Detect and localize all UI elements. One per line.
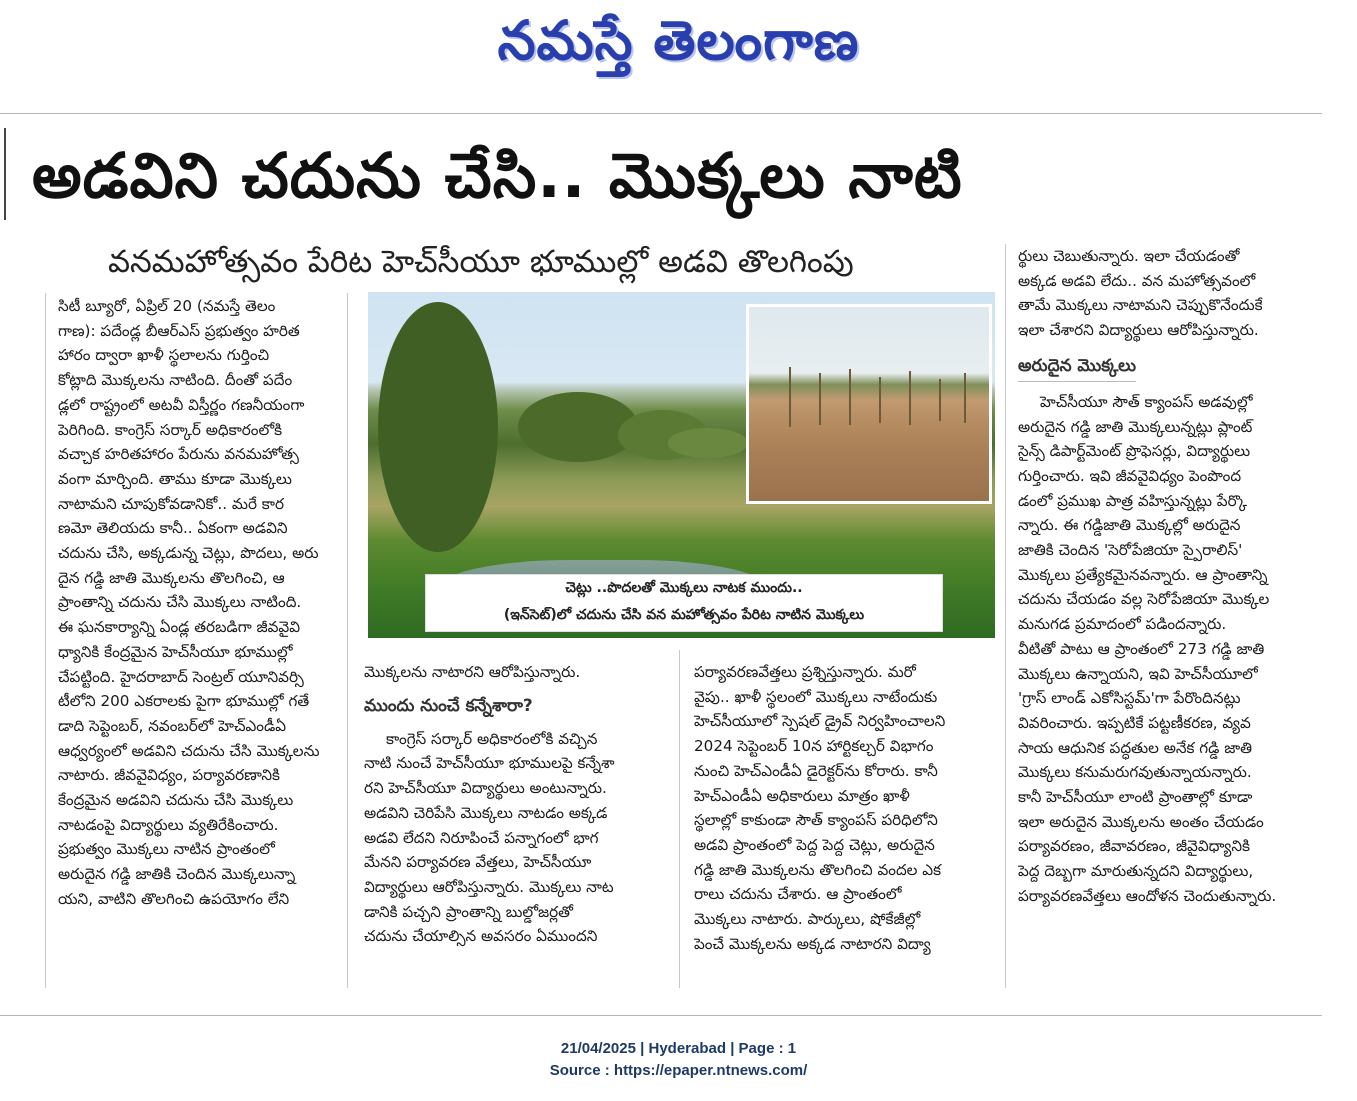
col1-line: హారం ద్వారా ఖాళీ స్థలాలను గుర్తించి bbox=[58, 346, 270, 365]
column-divider-1 bbox=[347, 293, 348, 988]
col3-line: 2024 సెప్టెంబర్ 10న హార్టికల్చర్ విభాగం bbox=[694, 737, 934, 756]
newspaper-masthead: నమస్తే తెలంగాణ bbox=[497, 9, 860, 72]
col4-line: మొక్కలు కనుమరుగవుతున్నాయన్నారు. bbox=[1018, 763, 1252, 782]
col4-top-line: అక్కడ అడవి లేదు.. వన మహోత్సవంలో bbox=[1018, 271, 1256, 290]
column-divider-2 bbox=[679, 650, 680, 988]
col4-line: పెద్ద దెబ్బగా మారుతున్నదని విద్యార్థులు, bbox=[1018, 862, 1254, 881]
footer-dateline: 21/04/2025 | Hyderabad | Page : 1 bbox=[560, 1040, 797, 1057]
article-headline: అడవిని చదును చేసి.. మొక్కలు నాటి bbox=[32, 139, 963, 212]
col4-top-line: ర్థులు చెబుతున్నారు. ఇలా చేయడంతో bbox=[1018, 247, 1240, 265]
photo-caption-line-1: చెట్లు ..పొదలతో మొక్కలు నాటక ముందు.. bbox=[565, 580, 803, 596]
col1-line: కేంద్రమైన అడవిని చదును చేసి మొక్కలు bbox=[58, 791, 294, 810]
col4-line: గుర్తించారు. ఇవి జీవవైవిధ్యం పెంపొంద bbox=[1018, 466, 1242, 485]
col1-line: గాణ): పదేండ్ల బీఆర్‌ఎస్ ప్రభుత్వం హరిత bbox=[58, 321, 300, 340]
column-2-intro-line: మొక్కలను నాటారని ఆరోపిస్తున్నారు. bbox=[364, 663, 581, 681]
column-divider-3 bbox=[1005, 244, 1006, 988]
headline-accent-bar bbox=[4, 128, 6, 220]
col2-line: మేనని పర్యావరణ వేత్తలు, హెచ్‌సీయూ bbox=[364, 853, 592, 872]
col2-line: అడవిని చెరిపేసి మొక్కలు నాటడం అక్కడ bbox=[364, 803, 608, 822]
col2-line: అడవి లేదని నిరూపించే పన్నాగంలో భాగ bbox=[364, 828, 599, 847]
col1-line: ణమో తెలియదు కానీ.. ఏకంగా అడవిని bbox=[58, 519, 288, 538]
col4-line: 'గ్రాస్ లాండ్ ఎకోసిస్టమ్'గా పేరొందినట్లు bbox=[1018, 689, 1241, 708]
article-column-4 bbox=[1018, 244, 1308, 909]
col3-line: వైపు.. ఖాళీ స్థలంలో మొక్కలు నాటేందుకు bbox=[694, 687, 938, 706]
col1-line: యని, వాటిని తొలగించి ఉపయోగం లేని bbox=[58, 889, 290, 908]
col1-line: నాటడంపై విద్యార్థులు వ్యతిరేకించారు. bbox=[58, 815, 279, 834]
col4-line: మొక్కలు ప్రత్యేకమైనవన్నారు. ఆ ప్రాంతాన్ని bbox=[1018, 565, 1268, 584]
col1-line: ఆధ్వర్యంలో అడవిని చదును చేసి మొక్కలను bbox=[58, 741, 320, 760]
col1-line: సిటీ బ్యూరో, ఏప్రిల్ 20 (నమస్తే తెలం bbox=[58, 297, 276, 315]
col4-line: పర్యావరణం, జీవావరణం, జీవైవిధ్యానికి bbox=[1018, 837, 1250, 856]
masthead-divider bbox=[0, 113, 1322, 114]
col2-line: కాంగ్రెస్ సర్కార్ అధికారంలోకి వచ్చిన bbox=[386, 729, 598, 748]
col1-line: కోట్లాది మొక్కలను నాటింది. దీంతో పదేం bbox=[58, 371, 293, 390]
col4-line: చదును చేయడం వల్ల సెరోపేజియా మొక్కల bbox=[1018, 590, 1270, 609]
col4-line: సాయ ఆధునిక పద్ధతుల అనేక గడ్డి జాతి bbox=[1018, 738, 1252, 757]
col3-line: పెంచే మొక్కలను అక్కడ నాటారని విద్యా bbox=[694, 934, 931, 953]
col4-line: పర్యావరణవేత్తలు ఆందోళన చెందుతున్నారు. bbox=[1018, 886, 1277, 905]
photo-caption-line-2: (ఇన్‌సెట్)లో చదును చేసి వన మహోత్సవం పేరిట నాటిన మొక్కలు bbox=[503, 607, 865, 623]
footer-source: Source : https://epaper.ntnews.com/ bbox=[549, 1062, 808, 1079]
col1-line: డాది సెప్టెంబర్, నవంబర్‌లో హెచ్‌ఎండీఏ bbox=[58, 716, 287, 735]
article-subheadline: వనమహోత్సవం పేరిట హెచ్‌సీయూ భూముల్లో అడవి తొలగింపు bbox=[108, 244, 854, 280]
col4-line: ఇలా అరుదైన మొక్కలను అంతం చేయడం bbox=[1018, 812, 1264, 831]
col1-line: టీలోని 200 ఎకరాలకు పైగా భూముల్లో గతే bbox=[58, 692, 310, 711]
col1-line: నాటారు. జీవవైవిధ్యం, పర్యావరణానికి bbox=[58, 766, 280, 785]
col4-line: వీటితో పాటు ఆ ప్రాంతంలో 273 గడ్డి జాతి bbox=[1018, 639, 1265, 658]
col1-line: వచ్చాక హరితహారం పేరును వనమహోత్స bbox=[58, 445, 299, 464]
article-column-1 bbox=[58, 294, 332, 912]
col2-line: విద్యార్థులు ఆరోపిస్తున్నారు. మొక్కలు నాట bbox=[364, 877, 614, 896]
col3-line: గడ్డి జాతి మొక్కలను తొలగించి వందల ఎక bbox=[694, 860, 941, 879]
col4-line: న్నారు. ఈ గడ్డిజాతి మొక్కల్లో అరుదైన bbox=[1018, 516, 1241, 535]
col4-line: మొక్కలు ఉన్నాయని, ఇవి హెచ్‌సీయూలో bbox=[1018, 664, 1258, 683]
col3-line: రాలు చదును చేశారు. ఆ ప్రాంతంలో bbox=[694, 885, 902, 904]
col4-line: జాతికి చెందిన 'సెరోపేజియా స్పైరాలిస్' bbox=[1018, 541, 1243, 560]
photo-caption bbox=[425, 574, 943, 632]
page-bottom-divider bbox=[0, 1015, 1322, 1016]
section-heading-arudaina-mokkalu: అరుదైన మొక్కలు bbox=[1018, 351, 1136, 382]
column-1-left-divider bbox=[45, 293, 46, 988]
col1-line: ప్రభుత్వం మొక్కలు నాటిన ప్రాంతంలో bbox=[58, 840, 275, 859]
col2-line: డానికి పచ్చని ప్రాంతాన్ని బుల్డోజర్లతో bbox=[364, 902, 573, 921]
col1-line: దైన గడ్డి జాతి మొక్కలను తొలగించి, ఆ bbox=[58, 568, 285, 587]
col4-line: సైన్స్ డిపార్ట్‌మెంట్ ప్రొఫెసర్లు, విద్యార్థులు bbox=[1018, 442, 1251, 461]
col1-line: వంగా మార్చింది. తాము కూడా మొక్కలు bbox=[58, 469, 292, 488]
col3-line: నుంచి హెచ్‌ఎండీఏ డైరెక్టర్‌ను కోరారు. కానీ bbox=[694, 761, 938, 780]
col2-line: నాటి నుంచే హెచ్‌సీయూ భూములపై కన్నేశా bbox=[364, 754, 615, 773]
col2-line: చదును చేయాల్సిన అవసరం ఏముందని bbox=[364, 927, 598, 946]
col4-top-line: తామే మొక్కలు నాటామని చెప్పుకొనేందుకే bbox=[1018, 296, 1263, 315]
col1-line: చేపట్టింది. హైదరాబాద్ సెంట్రల్ యూనివర్సి bbox=[58, 667, 304, 686]
col4-line: కానీ హెచ్‌సీయూ లాంటి ప్రాంతాల్లో కూడా bbox=[1018, 788, 1253, 807]
col1-line: నాటామని చూపుకోవడానికో.. మరే కార bbox=[58, 494, 284, 513]
col1-line: అరుదైన గడ్డి జాతికి చెందిన మొక్కలున్నా bbox=[58, 865, 296, 884]
col3-line: మొక్కలు నాటారు. పార్కులు, షోకేజీల్లో bbox=[694, 910, 921, 929]
col1-line: డ్లలో రాష్ట్రంలో అటవీ విస్తీర్ణం గణనీయంగా bbox=[58, 395, 305, 414]
col1-line: ప్రాంతాన్ని చదును చేసి మొక్కలు నాటింది. bbox=[58, 593, 302, 612]
section-heading-munduncheykanneshara: ముందు నుంచే కన్నేశారా? bbox=[364, 695, 533, 716]
article-photo-inset-planted bbox=[746, 304, 992, 504]
col4-top-line: ఇలా చేశారని విద్యార్థులు ఆరోపిస్తున్నారు. bbox=[1018, 321, 1259, 340]
col4-line: మనుగడ ప్రమాదంలో పడిందన్నారు. bbox=[1018, 615, 1227, 634]
col4-line: హెచ్‌సీయూ సౌత్ క్యాంపస్ అడవుల్లో bbox=[1040, 392, 1253, 411]
col3-line: స్థలాల్లో కాకుండా సౌత్ క్యాంపస్ పరిధిలోని bbox=[694, 811, 938, 830]
col2-line: రని హెచ్‌సీయూ విద్యార్థులు అంటున్నారు. bbox=[364, 779, 607, 798]
article-column-3 bbox=[694, 660, 992, 956]
col1-line: ధ్యానికి కేంద్రమైన హెచ్‌సీయూ భూముల్లో bbox=[58, 642, 293, 661]
col1-line: పెరిగింది. కాంగ్రెస్ సర్కార్ అధికారంలోకి bbox=[58, 420, 283, 439]
col4-line: వివరించారు. ఇప్పటికే పట్టణీకరణ, వ్యవ bbox=[1018, 713, 1251, 732]
col3-line: హెచ్‌ఎండీఏ అధికారులు మాత్రం ఖాళీ bbox=[694, 786, 910, 805]
article-column-2 bbox=[364, 660, 662, 949]
col3-line: హెచ్‌సీయూలో స్పెషల్ డ్రైవ్ నిర్వహించాలని bbox=[694, 712, 946, 731]
col1-line: చదును చేసి, అక్కడున్న చెట్లు, పొదలు, అరు bbox=[58, 544, 319, 563]
col4-line: డంలో ప్రముఖ పాత్ర వహిస్తున్నట్లు పేర్కొ bbox=[1018, 491, 1248, 510]
col3-line: అడవి ప్రాంతంలో పెద్ద పెద్ద చెట్లు, అరుదైన bbox=[694, 835, 935, 854]
col3-line: పర్యావరణవేత్తలు ప్రశ్నిస్తున్నారు. మరో bbox=[694, 663, 916, 681]
col1-line: ఈ ఘనకార్యాన్ని ఏండ్ల తరబడిగా జీవవైవి bbox=[58, 618, 301, 637]
col4-line: అరుదైన గడ్డి జాతి మొక్కలున్నట్లు ప్లాంట్ bbox=[1018, 417, 1253, 436]
